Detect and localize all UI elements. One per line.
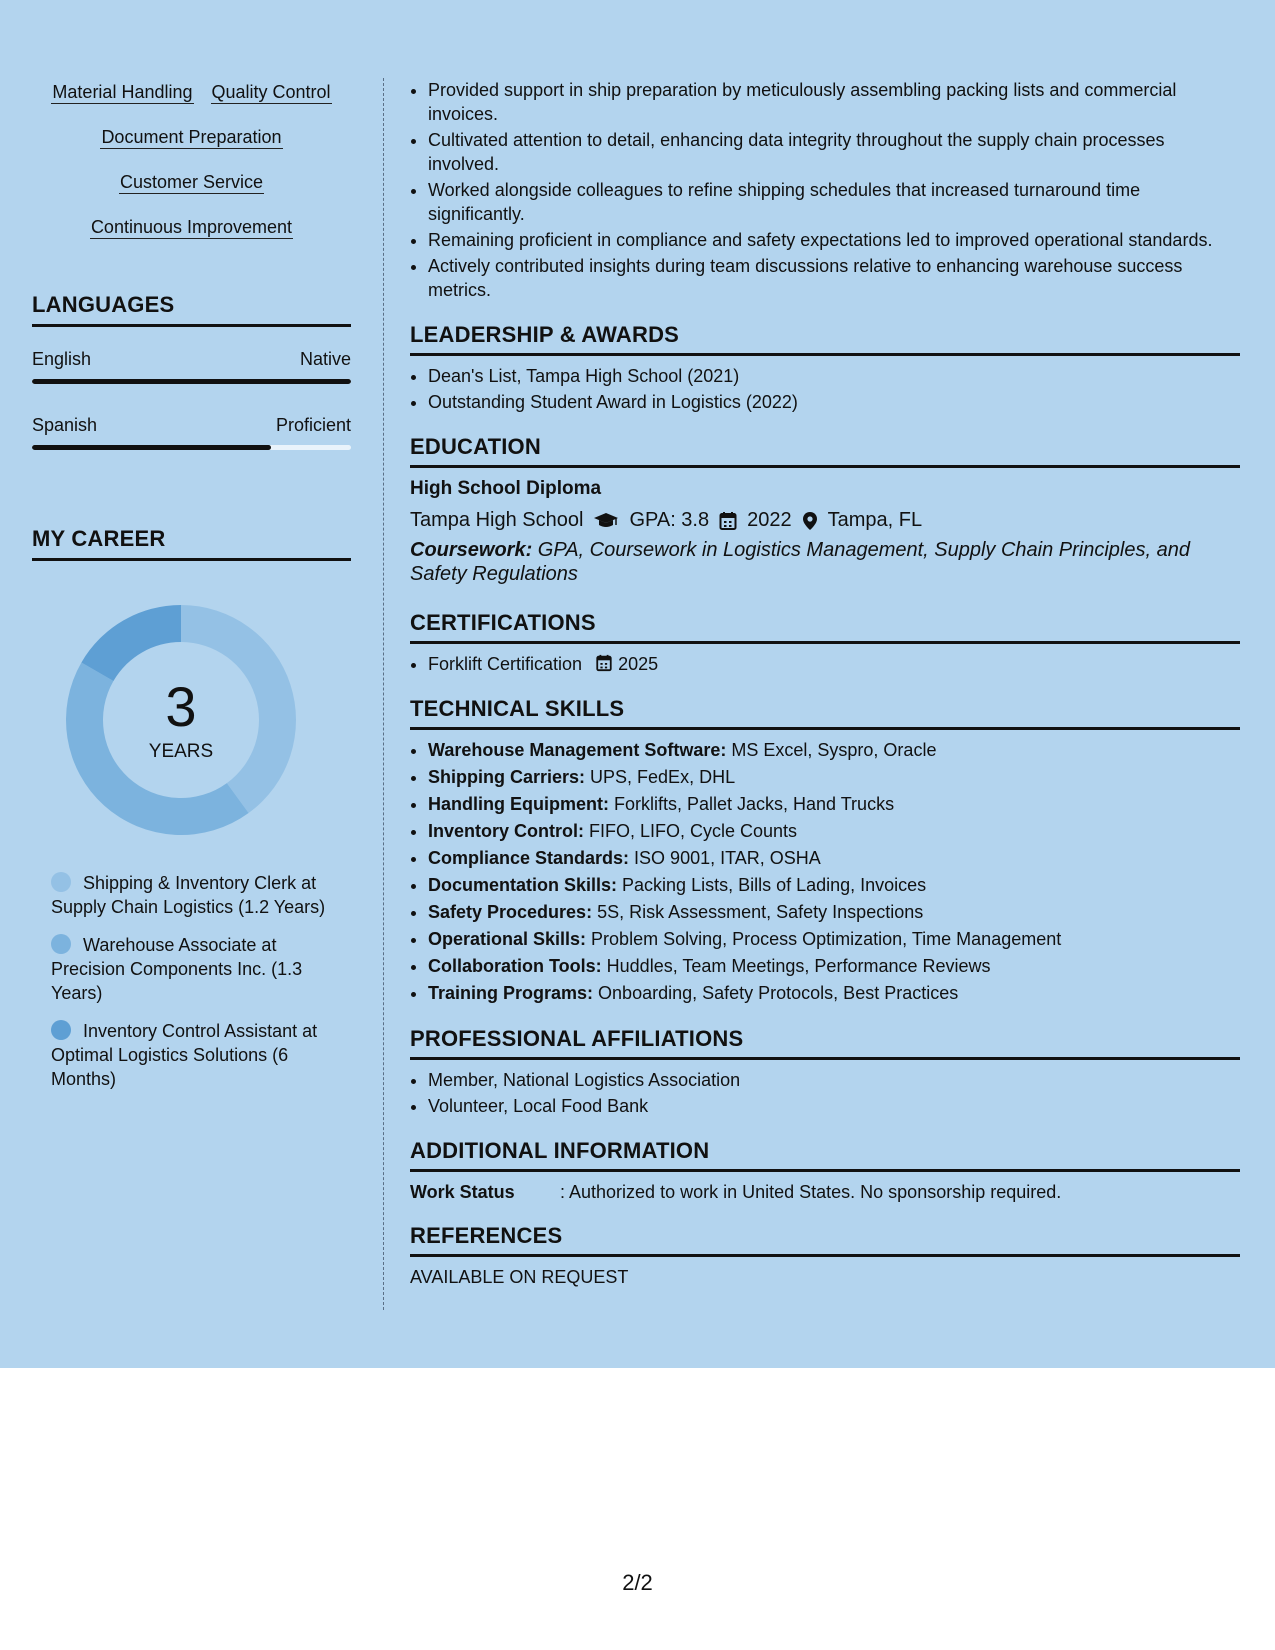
skill-values: Onboarding, Safety Protocols, Best Practices <box>593 983 959 1003</box>
education-gpa: GPA: 3.8 <box>629 509 710 531</box>
certification-item <box>428 652 1240 676</box>
career-legend-item <box>51 871 341 919</box>
language-name: English <box>32 349 92 369</box>
skill-category: Handling Equipment: <box>428 794 609 814</box>
work-status-row <box>410 1182 1240 1203</box>
calendar-icon <box>595 654 613 672</box>
certification-name: Forklift Certification <box>428 654 583 674</box>
affiliations-list <box>410 1068 1240 1118</box>
skill-tag: Material Handling <box>52 82 193 102</box>
experience-bullet: • Actively contributed insights during team discussions relative to enhancing warehouse success metrics. <box>428 254 1240 302</box>
skill-category: Warehouse Management Software: <box>428 740 727 760</box>
technical-skill-item <box>428 927 1240 952</box>
right-column <box>410 78 1240 1288</box>
left-column <box>32 70 351 1105</box>
technical-skill-item <box>428 765 1240 790</box>
technical-skill-item <box>428 738 1240 763</box>
technical-skill-item <box>428 846 1240 871</box>
language-bar-fill <box>32 379 351 384</box>
additional-info-heading: ADDITIONAL INFORMATION <box>410 1138 1240 1172</box>
references-text: AVAILABLE ON REQUEST <box>410 1267 629 1287</box>
skill-category: Shipping Carriers: <box>428 767 586 787</box>
page-number: 2/2 <box>622 1570 653 1595</box>
experience-bullets <box>410 78 1240 302</box>
skill-category: Training Programs: <box>428 983 594 1003</box>
experience-bullet: • Cultivated attention to detail, enhancing data integrity throughout the supply chain processes involved. <box>428 128 1240 176</box>
calendar-icon <box>719 511 737 531</box>
graduation-cap-icon <box>593 512 619 530</box>
skill-category: Inventory Control: <box>428 821 584 841</box>
education-coursework <box>410 538 1240 586</box>
skill-tag: Quality Control <box>211 82 331 102</box>
career-years-total: 3 <box>165 675 197 738</box>
references-heading: REFERENCES <box>410 1223 1240 1257</box>
skill-values: Forklifts, Pallet Jacks, Hand Trucks <box>608 794 895 814</box>
language-name: Spanish <box>32 415 98 435</box>
language-item <box>32 349 351 384</box>
leadership-item: • Outstanding Student Award in Logistics (2022) <box>428 390 1240 414</box>
leadership-item: • Dean's List, Tampa High School (2021) <box>428 364 1240 388</box>
career-heading: MY CAREER <box>32 526 351 561</box>
skill-values: UPS, FedEx, DHL <box>585 767 736 787</box>
legend-dot <box>51 1020 71 1040</box>
education-location: Tampa, FL <box>827 509 923 531</box>
language-bar <box>32 379 351 384</box>
donut-center <box>66 605 296 835</box>
affiliations-heading: PROFESSIONAL AFFILIATIONS <box>410 1026 1240 1060</box>
career-role-label: Shipping & Inventory Clerk at Supply Chain Logistics (1.2 Years) <box>51 873 326 917</box>
legend-dot <box>51 872 71 892</box>
skill-category: Collaboration Tools: <box>428 956 602 976</box>
career-legend <box>51 871 341 1091</box>
affiliation-item: • Volunteer, Local Food Bank <box>428 1094 1240 1118</box>
education-school: Tampa High School <box>410 509 584 531</box>
skill-tags <box>32 70 351 250</box>
technical-skill-item <box>428 873 1240 898</box>
technical-skill-item <box>428 954 1240 979</box>
certification-year: 2025 <box>618 654 659 674</box>
skill-category: Documentation Skills: <box>428 875 618 895</box>
career-role-label: Warehouse Associate at Precision Components Inc. (1.3 Years) <box>51 935 303 1003</box>
education-meta <box>410 509 1240 532</box>
experience-bullet: • Provided support in ship preparation by meticulously assembling packing lists and commercial invoices. <box>428 78 1240 126</box>
education-degree: High School Diploma <box>410 478 602 499</box>
skill-values: 5S, Risk Assessment, Safety Inspections <box>592 902 924 922</box>
technical-skill-item <box>428 900 1240 925</box>
skill-values: FIFO, LIFO, Cycle Counts <box>584 821 798 841</box>
career-legend-item <box>51 933 341 1005</box>
career-legend-item <box>51 1019 341 1091</box>
skill-category: Safety Procedures: <box>428 902 593 922</box>
leadership-heading: LEADERSHIP & AWARDS <box>410 322 1240 356</box>
column-divider <box>383 78 384 1310</box>
technical-skills-list <box>410 738 1240 1006</box>
skill-tag: Continuous Improvement <box>90 217 293 237</box>
legend-dot <box>51 934 71 954</box>
coursework-text: GPA, Coursework in Logistics Management, Supply Chain Principles, and Safety Regulations <box>410 539 1190 585</box>
technical-skill-item <box>428 981 1240 1006</box>
language-level: Native <box>299 349 351 369</box>
work-status-value: : Authorized to work in United States. No sponsorship required. <box>560 1182 1062 1202</box>
skill-category: Compliance Standards: <box>428 848 630 868</box>
skill-values: Packing Lists, Bills of Lading, Invoices <box>617 875 927 895</box>
career-role-label: Inventory Control Assistant at Optimal Logistics Solutions (6 Months) <box>51 1021 318 1089</box>
technical-skills-heading: TECHNICAL SKILLS <box>410 696 1240 730</box>
coursework-label: Coursework: <box>410 539 533 561</box>
experience-bullet: • Remaining proficient in compliance and safety expectations led to improved operational standards. <box>428 228 1240 252</box>
technical-skill-item <box>428 792 1240 817</box>
career-years-unit: YEARS <box>148 741 214 762</box>
leadership-list <box>410 364 1240 414</box>
career-donut-chart <box>66 605 296 835</box>
language-bar-fill <box>32 445 271 450</box>
location-pin-icon <box>802 511 818 531</box>
skill-tag: Document Preparation <box>101 127 282 147</box>
education-year: 2022 <box>747 509 792 531</box>
skill-values: Problem Solving, Process Optimization, Time Management <box>586 929 1062 949</box>
languages-heading: LANGUAGES <box>32 292 351 327</box>
work-status-label: Work Status <box>410 1182 515 1202</box>
certifications-list <box>410 652 1240 676</box>
skill-values: Huddles, Team Meetings, Performance Reviews <box>601 956 991 976</box>
skill-values: ISO 9001, ITAR, OSHA <box>629 848 821 868</box>
affiliation-item: • Member, National Logistics Association <box>428 1068 1240 1092</box>
language-item <box>32 415 351 450</box>
education-heading: EDUCATION <box>410 434 1240 468</box>
skill-category: Operational Skills: <box>428 929 587 949</box>
technical-skill-item <box>428 819 1240 844</box>
certifications-heading: CERTIFICATIONS <box>410 610 1240 644</box>
language-level: Proficient <box>275 415 351 435</box>
skill-tag: Customer Service <box>119 172 264 192</box>
language-bar <box>32 445 351 450</box>
skill-values: MS Excel, Syspro, Oracle <box>726 740 937 760</box>
experience-bullet: • Worked alongside colleagues to refine shipping schedules that increased turnaround time significantly. <box>428 178 1240 226</box>
